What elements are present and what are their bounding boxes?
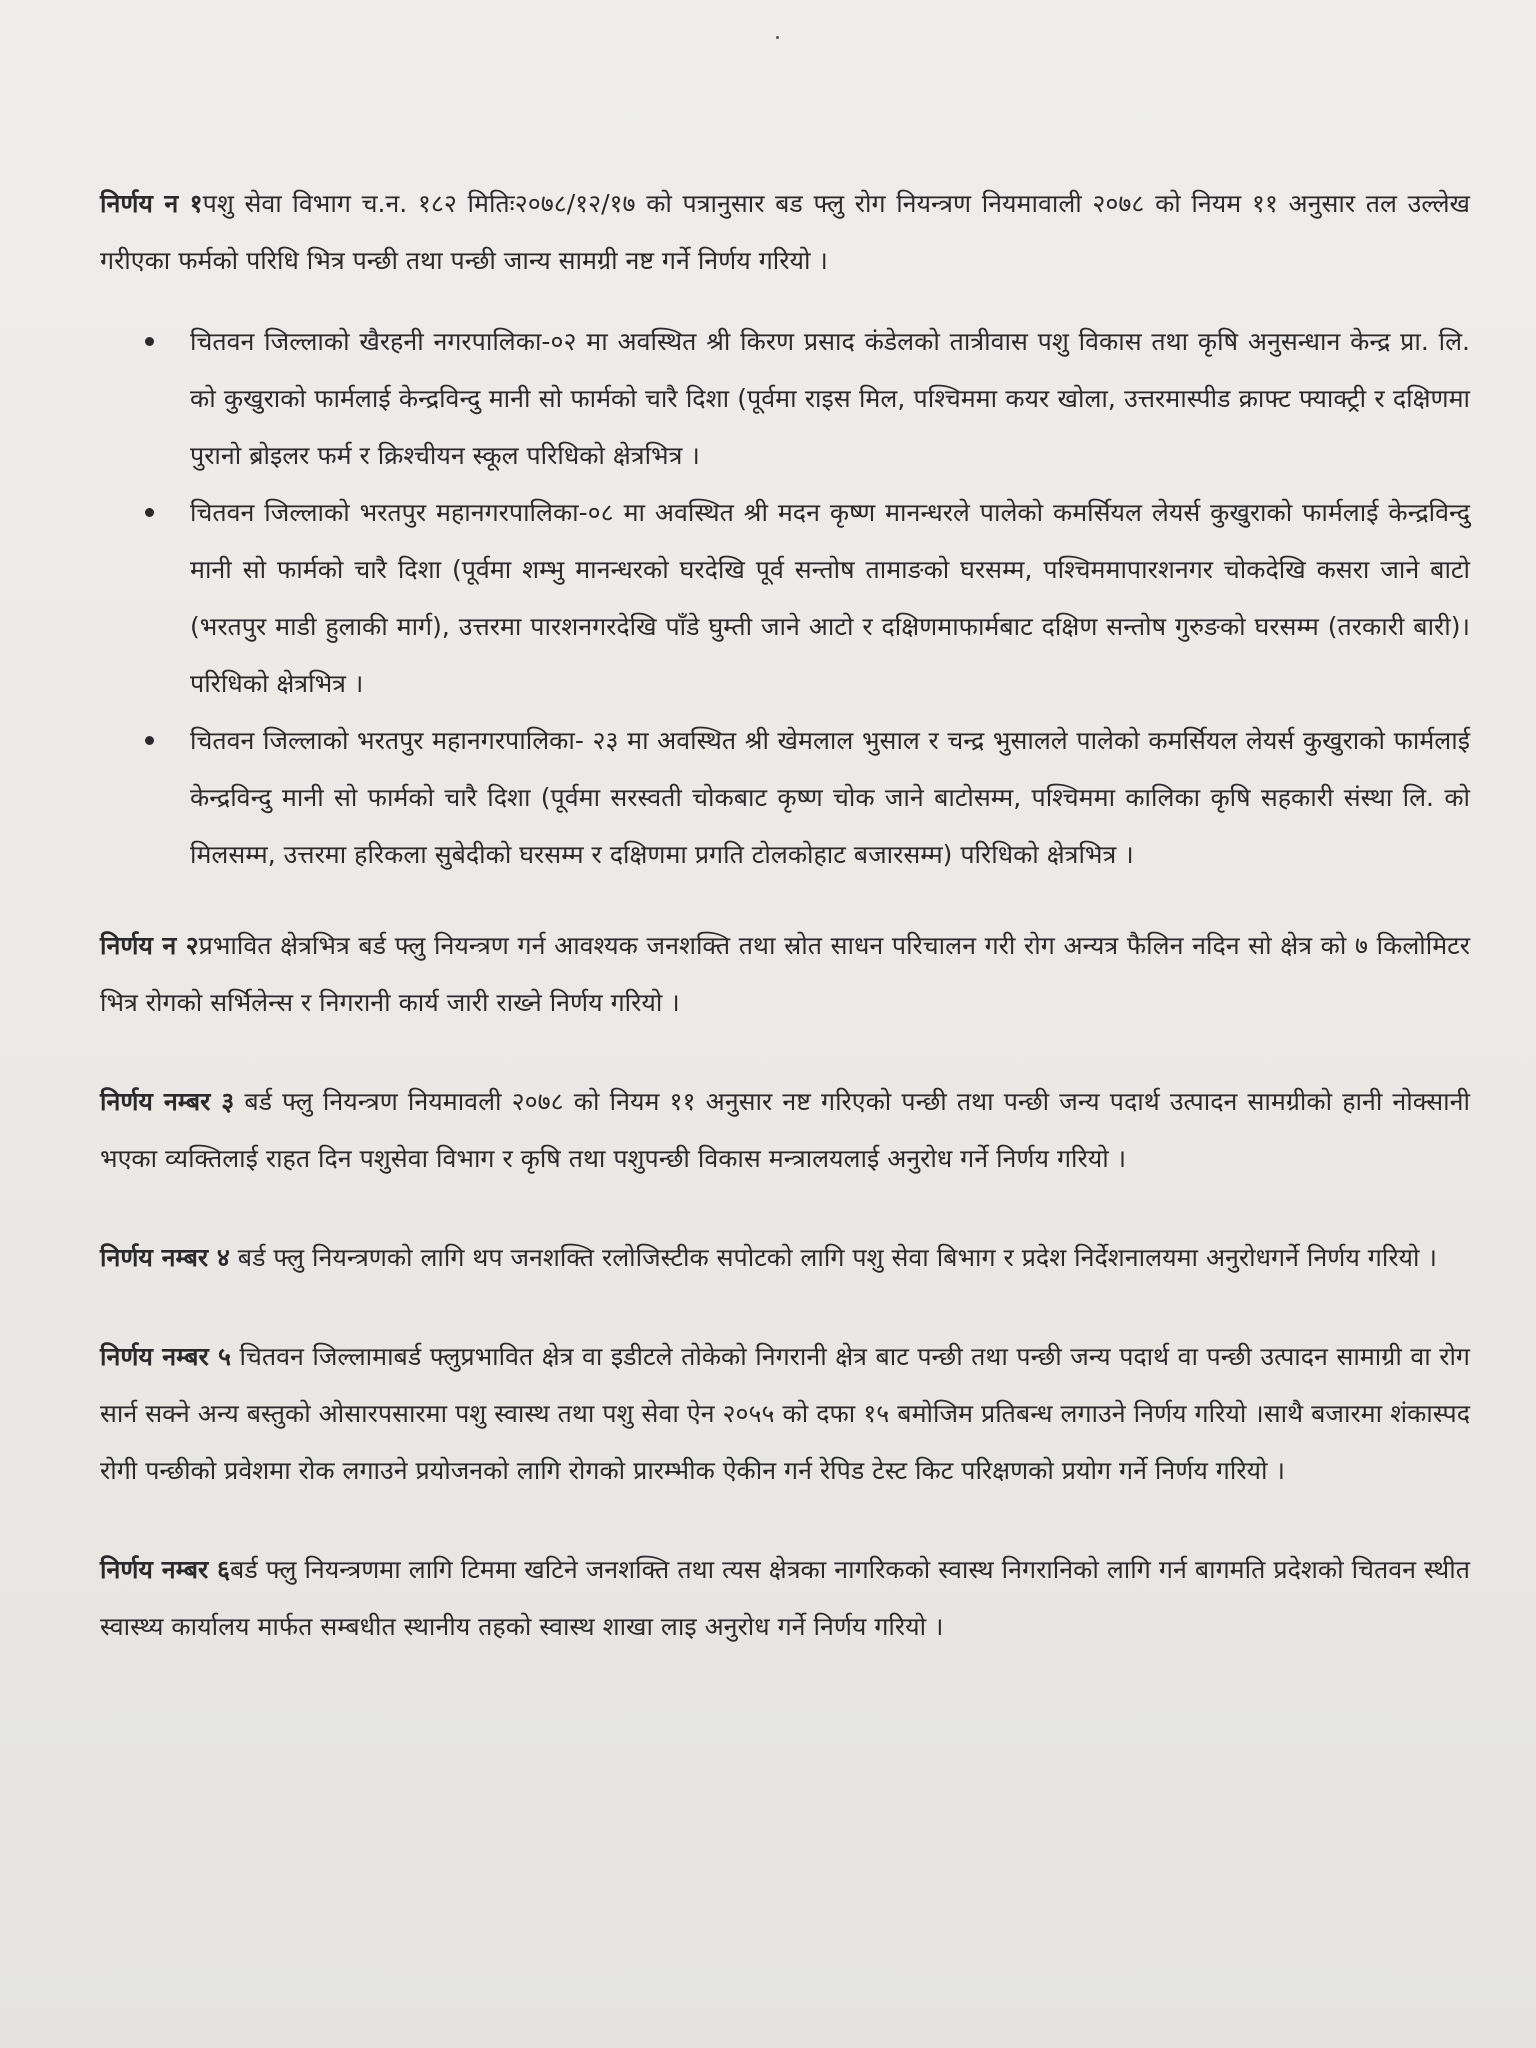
decision-1-heading: निर्णय न १ [100,189,203,218]
paper-speck [776,36,779,39]
decision-2 [70,917,1470,1031]
decision-4 [70,1229,1470,1286]
farm-area-text-2: चितवन जिल्लाको भरतपुर महानगरपालिका-०८ मा अवस्थित श्री मदन कृष्ण मानन्धरले पालेको कमर्सियल लेयर्स कुखुराको फार्मलाई केन्द्रविन्दु मानी सो फार्मको चारै दिशा (पूर्वमा शम्भु मानन्धरको घरदेखि पूर्व सन्तोष तामाङको घरसम्म, पश्चिममापारशनगर चोकदेखि कसरा जाने बाटो (भरतपुर माडी हुलाकी मार्ग), उत्तरमा पारशनगरदेखि पाँडे घुम्ती जाने आटो र दक्षिणमाफार्मबाट दक्षिण सन्तोष गुरुङको घरसम्म (तरकारी बारी)। परिधिको क्षेत्रभित्र । [190,498,1470,698]
farm-area-item-2 [70,484,1470,712]
farm-area-text-3: चितवन जिल्लाको भरतपुर महानगरपालिका- २३ मा अवस्थित श्री खेमलाल भुसाल र चन्द्र भुसालले पालेको कमर्सियल लेयर्स कुखुराको फार्मलाई केन्द्रविन्दु मानी सो फार्मको चारै दिशा (पूर्वमा सरस्वती चोकबाट कृष्ण चोक जाने बाटोसम्म, पश्चिममा कालिका कृषि सहकारी संस्था लि. को मिलसम्म, उत्तरमा हरिकला सुबेदीको घरसम्म र दक्षिणमा प्रगति टोलकोहाट बजारसम्म) परिधिको क्षेत्रभित्र । [190,726,1470,869]
farm-area-text-1: चितवन जिल्लाको खैरहनी नगरपालिका-०२ मा अवस्थित श्री किरण प्रसाद कंडेलको तात्रीवास पशु विकास तथा कृषि अनुसन्धान केन्द्र प्रा. लि. को कुखुराको फार्मलाई केन्द्रविन्दु मानी सो फार्मको चारै दिशा (पूर्वमा राइस मिल, पश्चिममा कयर खोला, उत्तरमास्पीड क्राफ्ट फ्याक्ट्री र दक्षिणमा पुरानो ब्रोइलर फर्म र क्रिश्चीयन स्कूल परिधिको क्षेत्रभित्र । [190,327,1470,470]
decision-6-text: बर्ड फ्लु नियन्त्रणमा लागि टिममा खटिने जनशक्ति तथा त्यस क्षेत्रका नागरिकको स्वास्थ निगरानिको लागि गर्न बागमति प्रदेशको चितवन स्थीत स्वास्थ्य कार्यालय मार्फत सम्बधीत स्थानीय तहको स्वास्थ शाखा लाइ अनुरोध गर्ने निर्णय गरियो । [100,1555,1470,1641]
decision-3-text: बर्ड फ्लु नियन्त्रण नियमावली २०७८ को नियम ११ अनुसार नष्ट गरिएको पन्छी तथा पन्छी जन्य पदार्थ उत्पादन सामग्रीको हानी नोक्सानी भएका व्यक्तिलाई राहत दिन पशुसेवा विभाग र कृषि तथा पशुपन्छी विकास मन्त्रालयलाई अनुरोध गर्ने निर्णय गरियो । [100,1087,1470,1173]
farm-area-list [70,313,1470,883]
bullet-icon [145,508,154,517]
decision-5-heading: निर्णय नम्बर ५ [100,1342,231,1371]
document-body [70,175,1470,1697]
farm-area-item-1 [70,313,1470,484]
decision-6-heading: निर्णय नम्बर ६ [100,1555,231,1584]
decision-6 [70,1541,1470,1655]
decision-5 [70,1328,1470,1499]
decision-1-text: पशु सेवा विभाग च.न. १८२ मितिः२०७८/१२/१७ को पत्रानुसार बड फ्लु रोग नियन्त्रण नियमावाली २०७८ को नियम ११ अनुसार तल उल्लेख गरीएका फर्मको परिधि भित्र पन्छी तथा पन्छी जान्य सामग्री नष्ट गर्ने निर्णय गरियो । [100,189,1470,275]
farm-area-item-3 [70,712,1470,883]
decision-3 [70,1073,1470,1187]
decision-1 [70,175,1470,289]
decision-5-text: चितवन जिल्लामाबर्ड फ्लुप्रभावित क्षेत्र वा इडीटले तोकेको निगरानी क्षेत्र बाट पन्छी तथा पन्छी जन्य पदार्थ वा पन्छी उत्पादन सामाग्री वा रोग सार्न सक्ने अन्य बस्तुको ओसारपसारमा पशु स्वास्थ तथा पशु सेवा ऐन २०५५ को दफा १५ बमोजिम प्रतिबन्ध लगाउने निर्णय गरियो ।साथै बजारमा शंकास्पद रोगी पन्छीको प्रवेशमा रोक लगाउने प्रयोजनको लागि रोगको प्रारम्भीक ऐकीन गर्न रेपिड टेस्ट किट परिक्षणको प्रयोग गर्ने निर्णय गरियो । [100,1342,1471,1485]
decision-3-heading: निर्णय नम्बर ३ [100,1087,235,1116]
decision-2-text: प्रभावित क्षेत्रभित्र बर्ड फ्लु नियन्त्रण गर्न आवश्यक जनशक्ति तथा स्रोत साधन परिचालन गरी रोग अन्यत्र फैलिन नदिन सो क्षेत्र को ७ किलोमिटर भित्र रोगको सर्भिलेन्स र निगरानी कार्य जारी राख्ने निर्णय गरियो । [100,931,1470,1017]
decision-2-heading: निर्णय न २ [100,931,199,960]
decision-4-heading: निर्णय नम्बर ४ [100,1243,230,1272]
bullet-icon [145,736,154,745]
bullet-icon [145,337,154,346]
decision-4-text: बर्ड फ्लु नियन्त्रणको लागि थप जनशक्ति रलोजिस्टीक सपोटको लागि पशु सेवा बिभाग र प्रदेश निर्देशनालयमा अनुरोधगर्ने निर्णय गरियो । [229,1243,1437,1272]
